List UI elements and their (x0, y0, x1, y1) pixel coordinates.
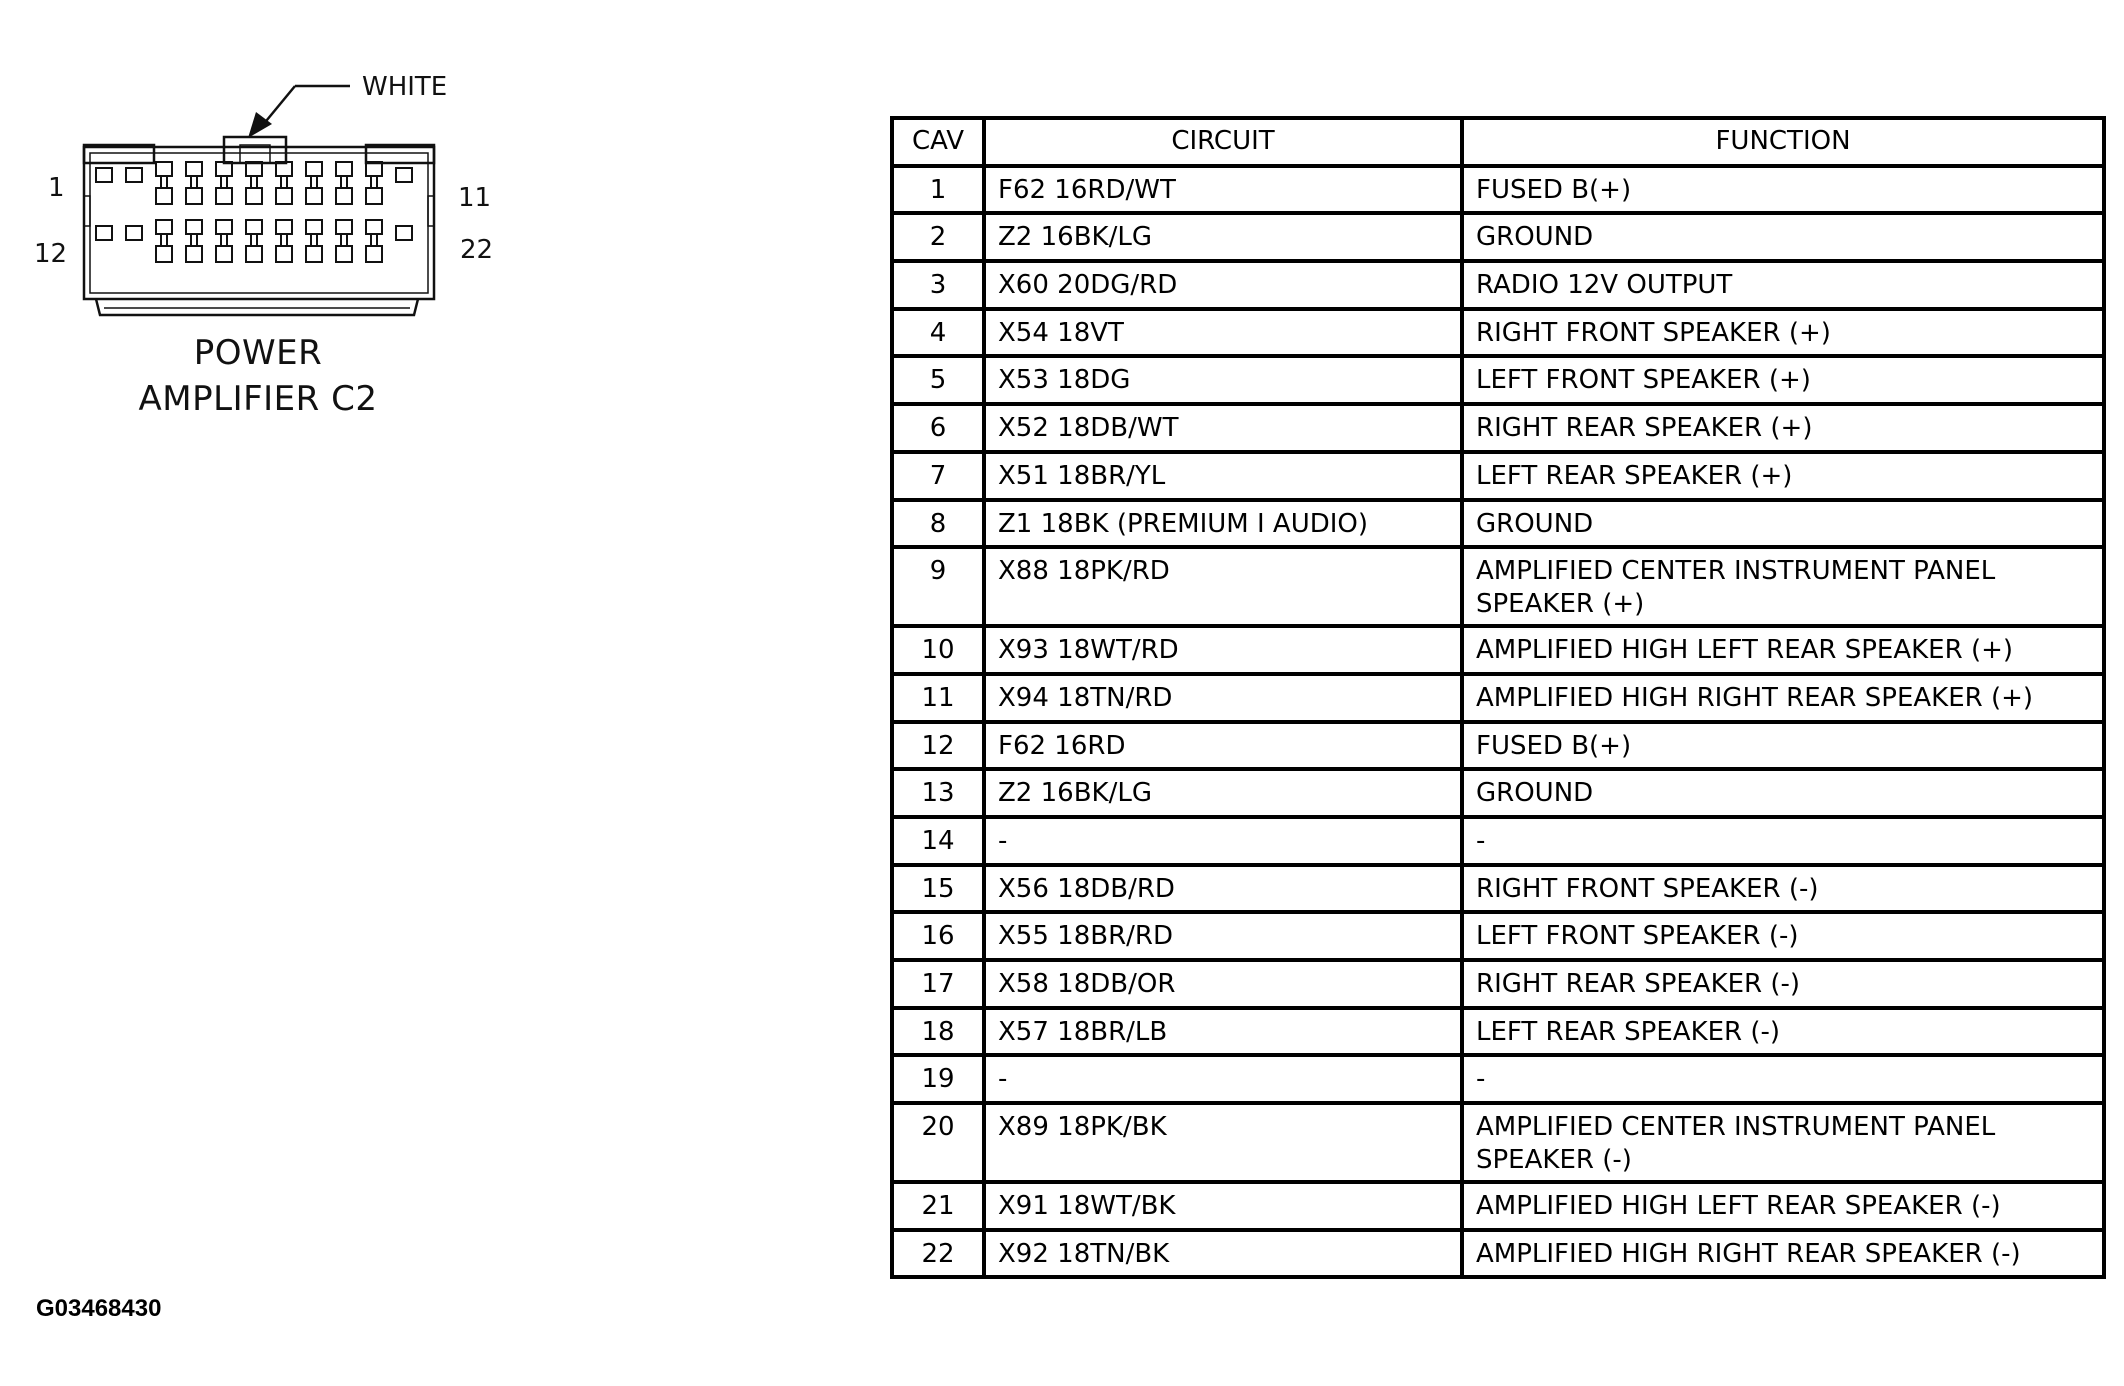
function-cell: RADIO 12V OUTPUT (1462, 261, 2104, 309)
circuit-cell: X54 18VT (984, 309, 1462, 357)
table-header-row (892, 118, 2104, 166)
cavity-terminal (246, 220, 262, 234)
cavity-small (96, 168, 112, 182)
cavity-terminal (216, 220, 232, 234)
cav-cell: 1 (892, 166, 984, 214)
circuit-cell: F62 16RD/WT (984, 166, 1462, 214)
circuit-cell: - (984, 817, 1462, 865)
table-row (892, 960, 2104, 1008)
table-row (892, 769, 2104, 817)
function-cell: GROUND (1462, 500, 2104, 548)
cav-cell: 15 (892, 865, 984, 913)
table-row (892, 452, 2104, 500)
cavity-small (126, 226, 142, 240)
circuit-cell: X91 18WT/BK (984, 1182, 1462, 1230)
circuit-cell: X60 20DG/RD (984, 261, 1462, 309)
function-cell: FUSED B(+) (1462, 722, 2104, 770)
function-cell: AMPLIFIED HIGH LEFT REAR SPEAKER (+) (1462, 626, 2104, 674)
circuit-cell: Z1 18BK (PREMIUM I AUDIO) (984, 500, 1462, 548)
function-cell: - (1462, 817, 2104, 865)
circuit-cell: Z2 16BK/LG (984, 213, 1462, 261)
cavity-terminal (306, 162, 322, 176)
table-row (892, 674, 2104, 722)
function-cell: FUSED B(+) (1462, 166, 2104, 214)
function-cell: GROUND (1462, 769, 2104, 817)
cavity-lock (276, 246, 292, 262)
cavity-lock (366, 246, 382, 262)
cavity-lock (306, 246, 322, 262)
circuit-cell: X53 18DG (984, 356, 1462, 404)
table-row (892, 1055, 2104, 1103)
table-row (892, 626, 2104, 674)
cavity-terminal (186, 162, 202, 176)
cav-cell: 17 (892, 960, 984, 1008)
table-row (892, 404, 2104, 452)
cav-cell: 11 (892, 674, 984, 722)
cav-cell: 22 (892, 1230, 984, 1278)
pin-label-12: 12 (34, 239, 68, 269)
cavity-terminal (156, 162, 172, 176)
circuit-cell: Z2 16BK/LG (984, 769, 1462, 817)
function-cell: LEFT FRONT SPEAKER (+) (1462, 356, 2104, 404)
header-circuit: CIRCUIT (984, 118, 1462, 166)
table-row (892, 912, 2104, 960)
cav-cell: 21 (892, 1182, 984, 1230)
cavity-terminal-stem (161, 234, 167, 246)
function-cell: GROUND (1462, 213, 2104, 261)
cavity-terminal-stem (191, 176, 197, 188)
circuit-cell: X93 18WT/RD (984, 626, 1462, 674)
cav-cell: 13 (892, 769, 984, 817)
cavity-terminal (156, 220, 172, 234)
table-row (892, 166, 2104, 214)
cavity-small (396, 226, 412, 240)
cavity-lock (246, 188, 262, 204)
function-cell: AMPLIFIED HIGH RIGHT REAR SPEAKER (+) (1462, 674, 2104, 722)
cavity-small (96, 226, 112, 240)
cavity-small (396, 168, 412, 182)
header-cav: CAV (892, 118, 984, 166)
cavity-terminal-stem (251, 234, 257, 246)
figure-id: G03468430 (36, 1295, 162, 1322)
table-row (892, 1008, 2104, 1056)
table-row (892, 356, 2104, 404)
cavity-lock (336, 246, 352, 262)
function-cell: AMPLIFIED HIGH RIGHT REAR SPEAKER (-) (1462, 1230, 2104, 1278)
table-row (892, 261, 2104, 309)
cav-cell: 12 (892, 722, 984, 770)
function-cell: AMPLIFIED HIGH LEFT REAR SPEAKER (-) (1462, 1182, 2104, 1230)
cavity-terminal-stem (341, 176, 347, 188)
cavity-lock (186, 188, 202, 204)
cavity-terminal-stem (341, 234, 347, 246)
cavity-terminal (186, 220, 202, 234)
pin-label-11: 11 (458, 183, 492, 213)
table-row (892, 500, 2104, 548)
cavity-terminal-stem (221, 176, 227, 188)
function-cell: LEFT REAR SPEAKER (+) (1462, 452, 2104, 500)
cav-cell: 2 (892, 213, 984, 261)
cavity-terminal-stem (311, 234, 317, 246)
connector-caption-line2: AMPLIFIER C2 (138, 379, 378, 419)
cavity-terminal-stem (191, 234, 197, 246)
circuit-cell: X52 18DB/WT (984, 404, 1462, 452)
cavity-lock (156, 188, 172, 204)
circuit-cell: X58 18DB/OR (984, 960, 1462, 1008)
circuit-cell: X94 18TN/RD (984, 674, 1462, 722)
table-row (892, 722, 2104, 770)
cav-cell: 6 (892, 404, 984, 452)
cavity-terminal-stem (251, 176, 257, 188)
cavity-terminal-stem (281, 234, 287, 246)
callout-white-label: WHITE (362, 72, 448, 102)
function-cell: RIGHT REAR SPEAKER (-) (1462, 960, 2104, 1008)
cavity-terminal-stem (311, 176, 317, 188)
function-cell: LEFT REAR SPEAKER (-) (1462, 1008, 2104, 1056)
circuit-cell: X55 18BR/RD (984, 912, 1462, 960)
circuit-cell: X89 18PK/BK (984, 1103, 1462, 1182)
cavity-lock (156, 246, 172, 262)
table-row (892, 1230, 2104, 1278)
table-row (892, 817, 2104, 865)
circuit-cell: X88 18PK/RD (984, 547, 1462, 626)
connector-caption-line1: POWER (193, 333, 323, 373)
cavity-terminal (336, 162, 352, 176)
cavity-lock (216, 188, 232, 204)
cav-cell: 14 (892, 817, 984, 865)
cav-cell: 5 (892, 356, 984, 404)
callout-arrowhead (248, 112, 272, 138)
function-cell: RIGHT FRONT SPEAKER (+) (1462, 309, 2104, 357)
cav-cell: 16 (892, 912, 984, 960)
callout-leader-diagonal (262, 86, 295, 126)
function-cell: AMPLIFIED CENTER INSTRUMENT PANEL SPEAKER (+) (1462, 547, 2104, 626)
cavity-terminal-stem (221, 234, 227, 246)
cavity-terminal-stem (281, 176, 287, 188)
cavity-lock (246, 246, 262, 262)
circuit-cell: - (984, 1055, 1462, 1103)
pin-label-1: 1 (48, 173, 65, 203)
function-cell: AMPLIFIED CENTER INSTRUMENT PANEL SPEAKER (-) (1462, 1103, 2104, 1182)
cavity-lock (276, 188, 292, 204)
header-function: FUNCTION (1462, 118, 2104, 166)
circuit-cell: X57 18BR/LB (984, 1008, 1462, 1056)
function-cell: RIGHT FRONT SPEAKER (-) (1462, 865, 2104, 913)
cavity-terminal (336, 220, 352, 234)
function-cell: - (1462, 1055, 2104, 1103)
cav-cell: 10 (892, 626, 984, 674)
circuit-cell: F62 16RD (984, 722, 1462, 770)
cavity-lock (306, 188, 322, 204)
circuit-cell: X51 18BR/YL (984, 452, 1462, 500)
table-row (892, 865, 2104, 913)
table-row (892, 309, 2104, 357)
table-row (892, 547, 2104, 626)
cavity-terminal (366, 220, 382, 234)
table-row (892, 1103, 2104, 1182)
cavity-lock (366, 188, 382, 204)
cavity-terminal-stem (371, 234, 377, 246)
cavity-terminal-stem (161, 176, 167, 188)
cavity-terminal (306, 220, 322, 234)
table-row (892, 1182, 2104, 1230)
cavity-small (126, 168, 142, 182)
function-cell: RIGHT REAR SPEAKER (+) (1462, 404, 2104, 452)
cav-cell: 3 (892, 261, 984, 309)
cav-cell: 20 (892, 1103, 984, 1182)
table-row (892, 213, 2104, 261)
cav-cell: 8 (892, 500, 984, 548)
cavity-terminal (276, 220, 292, 234)
circuit-cell: X56 18DB/RD (984, 865, 1462, 913)
circuit-cell: X92 18TN/BK (984, 1230, 1462, 1278)
cav-cell: 18 (892, 1008, 984, 1056)
cavity-lock (336, 188, 352, 204)
cav-cell: 4 (892, 309, 984, 357)
cav-cell: 7 (892, 452, 984, 500)
cavity-terminal-stem (371, 176, 377, 188)
pinout-table (890, 116, 2106, 1279)
cav-cell: 19 (892, 1055, 984, 1103)
function-cell: LEFT FRONT SPEAKER (-) (1462, 912, 2104, 960)
cavity-lock (216, 246, 232, 262)
connector-diagram (0, 0, 560, 460)
pin-label-22: 22 (460, 235, 494, 265)
cavity-lock (186, 246, 202, 262)
cav-cell: 9 (892, 547, 984, 626)
